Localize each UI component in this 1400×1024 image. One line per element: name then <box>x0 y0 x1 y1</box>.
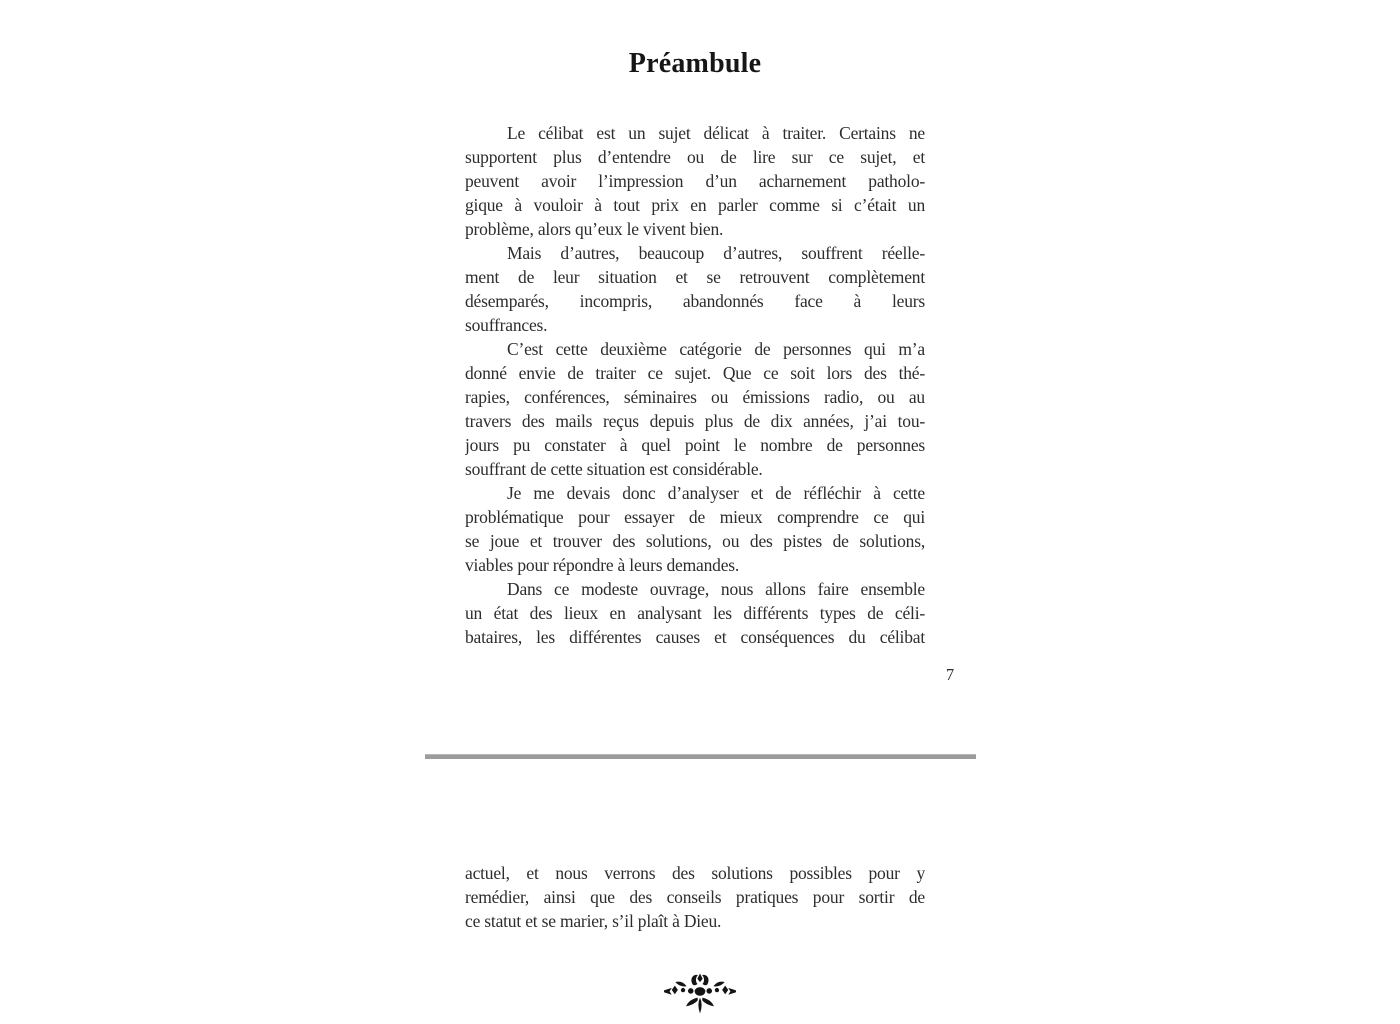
text-line: supportent plus d’entendre ou de lire sur ce sujet, et <box>465 147 925 167</box>
page-title: Préambule <box>628 48 762 79</box>
text-line: C’est cette deuxième catégorie de personnes qui m’a <box>507 339 925 359</box>
text-line: se joue et trouver des solutions, ou des pistes de solutions, <box>465 531 925 551</box>
text-line: un état des lieux en analysant les différents types de céli- <box>465 603 925 623</box>
text-line: Je me devais donc d’analyser et de réfléchir à cette <box>507 483 925 503</box>
text-line: problématique pour essayer de mieux comprendre ce qui <box>465 507 925 527</box>
page-gap-divider <box>425 754 976 759</box>
paragraph <box>465 861 925 933</box>
text-line: travers des mails reçus depuis plus de dix années, j’ai tou- <box>465 411 925 431</box>
paragraph <box>465 337 925 481</box>
text-line: ce statut et se marier, s’il plaît à Dieu. <box>465 911 722 931</box>
page2-body <box>465 861 925 933</box>
text-line: peuvent avoir l’impression d’un acharnement patholo- <box>465 171 925 191</box>
text-line: remédier, ainsi que des conseils pratiques pour sortir de <box>465 887 925 907</box>
text-line: Mais d’autres, beaucoup d’autres, souffrent réelle- <box>507 243 925 263</box>
paragraph <box>465 241 925 337</box>
paragraph <box>465 481 925 577</box>
text-line: souffrant de cette situation est considérable. <box>465 459 763 479</box>
paragraph <box>465 577 925 649</box>
text-line: Le célibat est un sujet délicat à traiter. Certains ne <box>507 123 925 143</box>
text-line: jours pu constater à quel point le nombre de personnes <box>465 435 925 455</box>
text-line: gique à vouloir à tout prix en parler comme si c’était un <box>465 195 925 215</box>
text-line: donné envie de traiter ce sujet. Que ce soit lors des thé- <box>465 363 925 383</box>
text-line: désemparés, incompris, abandonnés face à leurs <box>465 291 925 311</box>
text-line: souffrances. <box>465 315 548 335</box>
text-line: rapies, conférences, séminaires ou émissions radio, ou au <box>465 387 925 407</box>
paragraph <box>465 121 925 241</box>
fleuron-ornament <box>663 973 737 1015</box>
text-line: actuel, et nous verrons des solutions possibles pour y <box>465 863 925 883</box>
page-number: 7 <box>945 665 955 684</box>
text-line: Dans ce modeste ouvrage, nous allons faire ensemble <box>507 579 925 599</box>
text-line: ment de leur situation et se retrouvent complètement <box>465 267 925 287</box>
text-line: viables pour répondre à leurs demandes. <box>465 555 740 575</box>
text-line: problème, alors qu’eux le vivent bien. <box>465 219 724 239</box>
page1-body <box>465 121 925 649</box>
text-line: bataires, les différentes causes et conséquences du célibat <box>465 627 925 647</box>
